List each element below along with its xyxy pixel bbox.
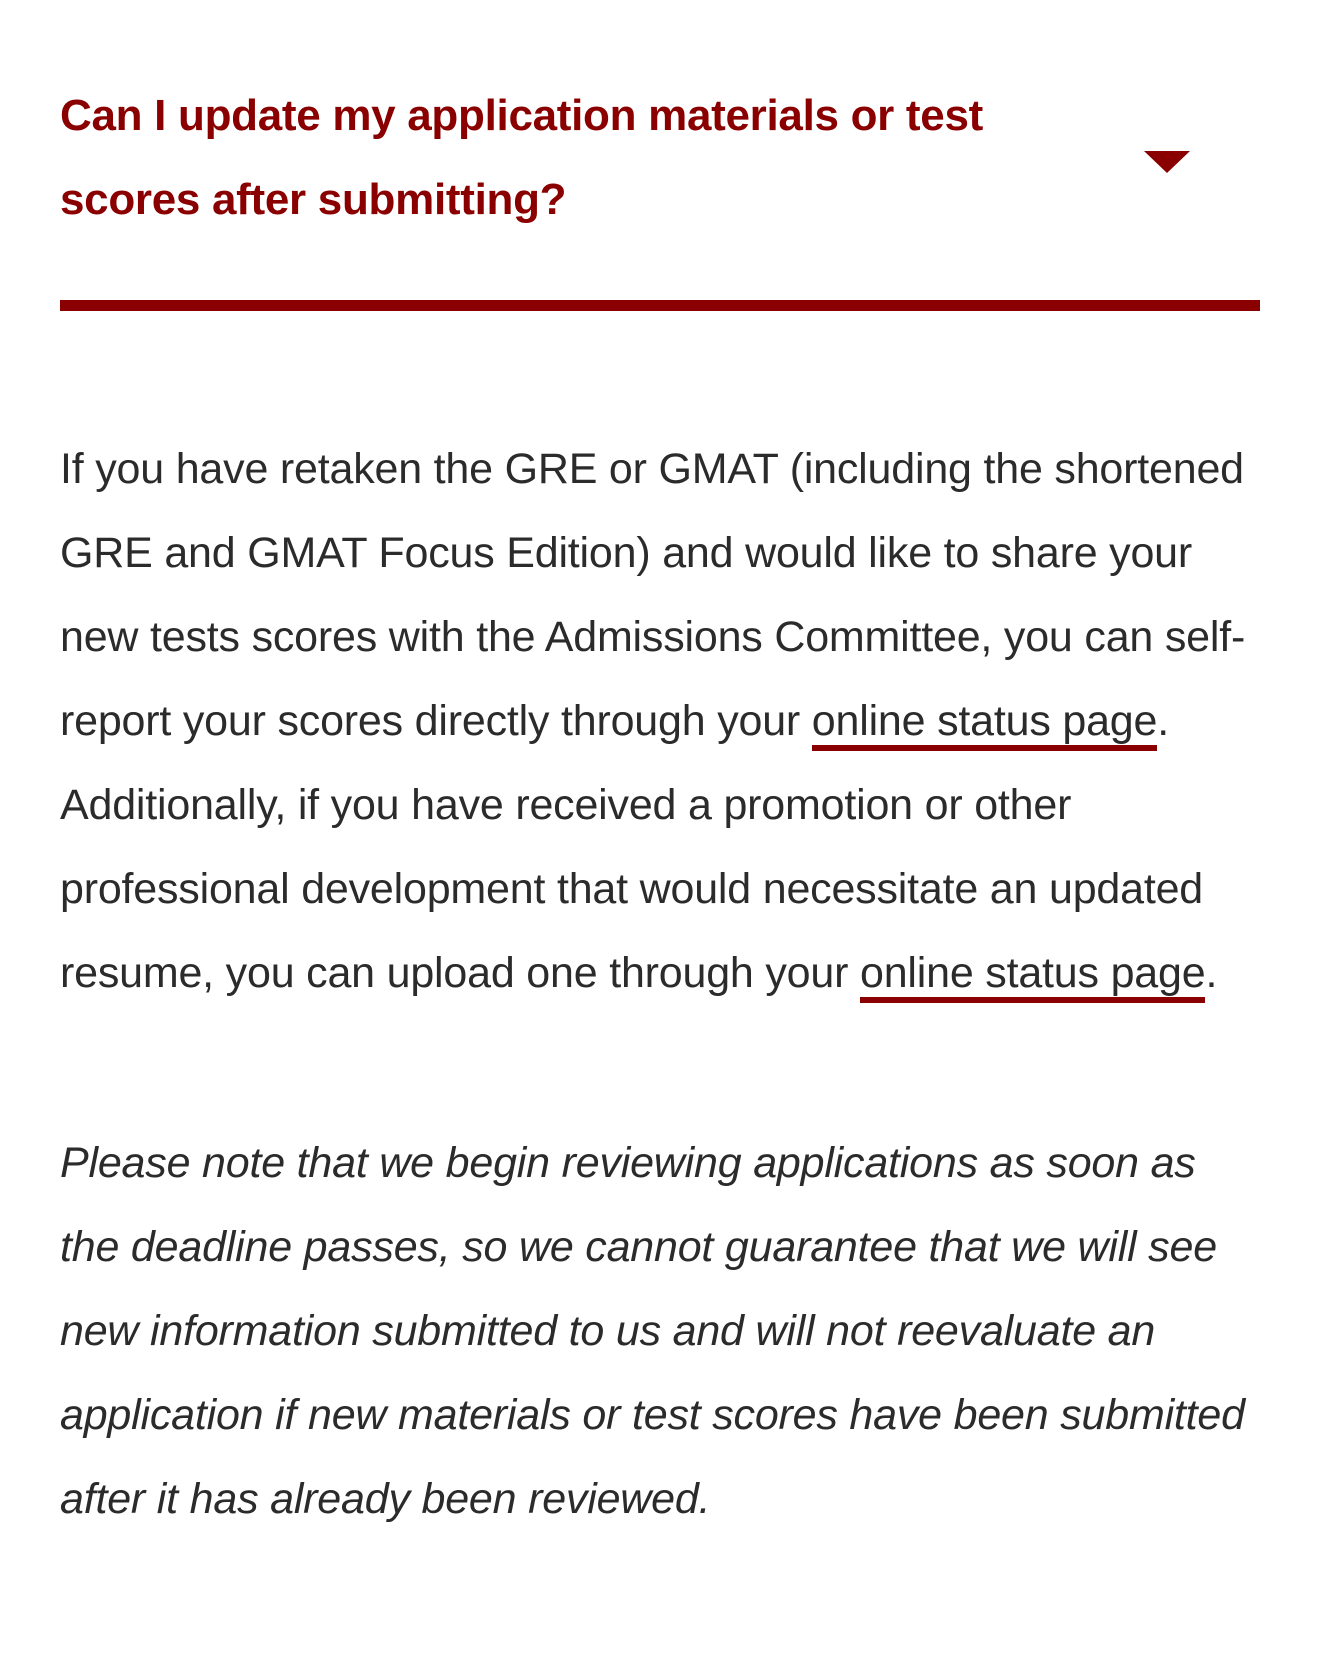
faq-question-toggle[interactable] xyxy=(60,0,1260,224)
answer-text-segment: . xyxy=(1205,949,1218,997)
faq-answer xyxy=(60,311,1260,1541)
faq-question-title[interactable]: Can I update my application materials or test scores after submitting? xyxy=(60,91,983,224)
answer-note: Please note that we begin reviewing applications as soon as the deadline passes, so we cannot guarantee that we will see new information submitted to us and will not reevaluate an application if new materials or test scores have been submitted after it has already been reviewed. xyxy=(60,1139,1245,1523)
caret-down-icon[interactable] xyxy=(1144,151,1190,173)
answer-text-segment: . Additionally, if you have received a promotion or other professional development that would necessitate an updated resume, you can upload one through your xyxy=(60,697,1204,997)
answer-paragraph xyxy=(60,427,1260,1015)
online-status-page-link[interactable]: online status page xyxy=(860,949,1205,1003)
faq-divider xyxy=(60,300,1260,311)
answer-text-segment: If you have retaken the GRE or GMAT (including the shortened GRE and GMAT Focus Edition) and would like to share your new tests scores with the Admissions Committee, you can self-report your scores directly through your xyxy=(60,445,1246,745)
faq-item xyxy=(60,0,1260,1541)
online-status-page-link[interactable]: online status page xyxy=(812,697,1157,751)
